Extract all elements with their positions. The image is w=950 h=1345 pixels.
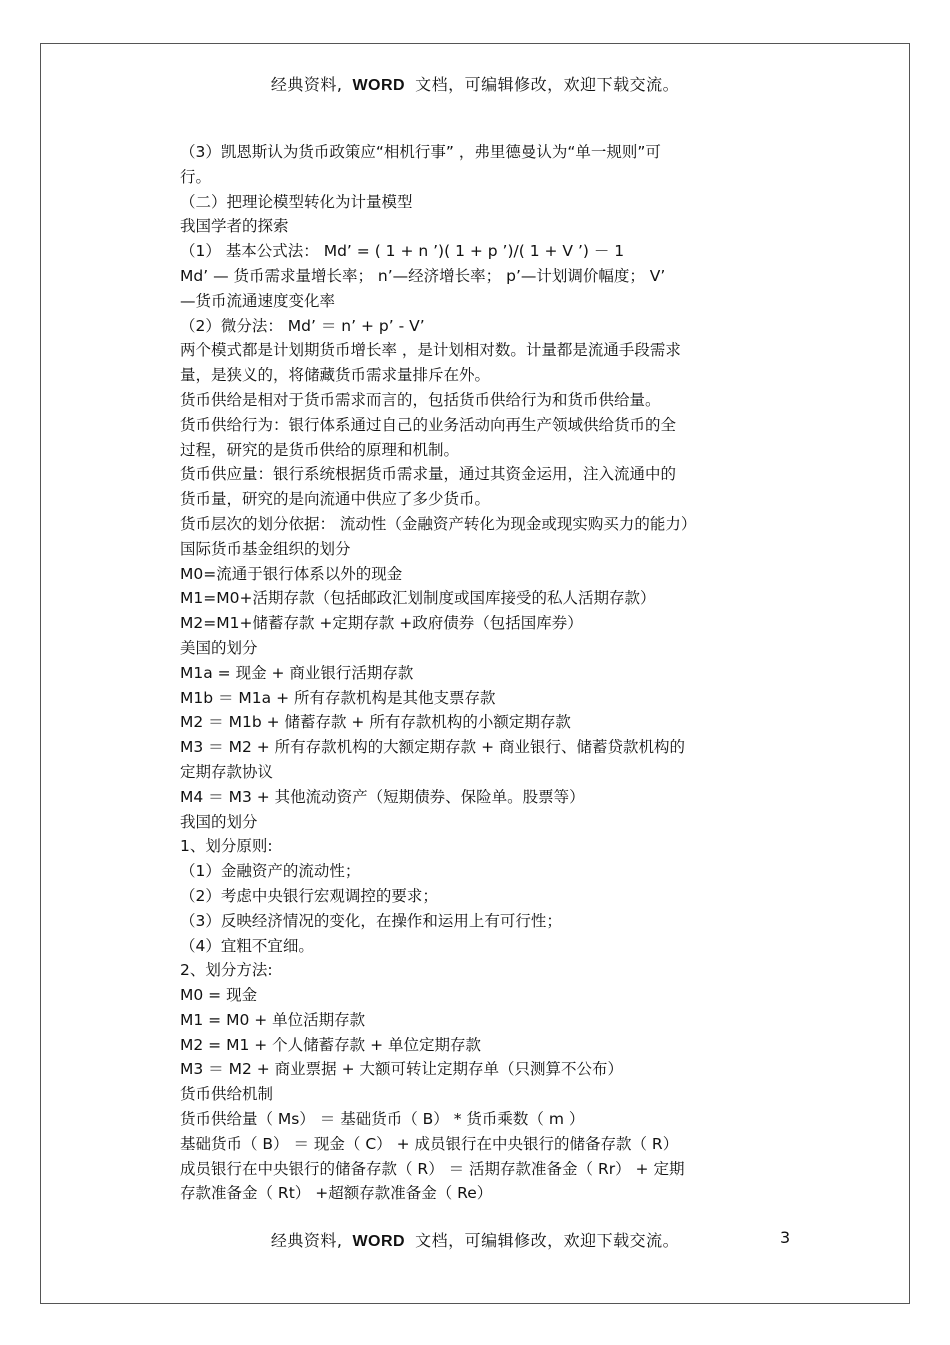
text-line: 两个模式都是计划期货币增长率 ，是计划相对数。计量都是流通手段需求 (180, 341, 681, 360)
text-line: 我国学者的探索 (180, 217, 289, 236)
text-line: 货币供给是相对于货币需求而言的，包括货币供给行为和货币供给量。 (180, 390, 661, 409)
text-line: M1=M0+活期存款（包括邮政汇划制度或国库接受的私人活期存款） (180, 589, 656, 608)
text-line: 过程，研究的是货币供给的原理和机制。 (180, 440, 460, 459)
text-line: 2、划分方法: (180, 961, 273, 980)
text-line: M2 ＝ M1b + 储蓄存款 + 所有存款机构的小额定期存款 (180, 713, 571, 732)
document-body (180, 140, 800, 1206)
text-line: （2）微分法： Md’ ＝ n’ + p’ - V’ (180, 316, 425, 335)
page-number: 3 (780, 1228, 791, 1247)
text-line: M3 ＝ M2 + 所有存款机构的大额定期存款 + 商业银行、储蓄贷款机构的 (180, 738, 686, 757)
text-line: （2）考虑中央银行宏观调控的要求； (180, 886, 438, 905)
text-line: M3 ＝ M2 + 商业票据 + 大额可转让定期存单（只测算不公布） (180, 1060, 624, 1079)
footer-suffix: 文档，可编辑修改，欢迎下载交流。 (415, 1231, 680, 1250)
text-line: 1、划分原则: (180, 837, 273, 856)
text-line: 基础货币（ B） ＝ 现金（ C） + 成员银行在中央银行的储备存款（ R） (180, 1134, 679, 1153)
text-line: 我国的划分 (180, 812, 258, 831)
text-line: （4）宜粗不宜细。 (180, 936, 314, 955)
text-line: M4 ＝ M3 + 其他流动资产（短期债券、保险单。股票等） (180, 787, 585, 806)
footer-prefix: 经典资料, (270, 1231, 343, 1250)
text-line: 货币层次的划分依据： 流动性（金融资产转化为现金或现实购买力的能力） (180, 514, 697, 533)
text-line: 成员银行在中央银行的储备存款（ R） ＝ 活期存款准备金（ Rr） + 定期 (180, 1159, 685, 1178)
text-line: 量，是狭义的，将储藏货币需求量排斥在外。 (180, 366, 491, 385)
text-line: （3）凯恩斯认为货币政策应“相机行事” ，弗里德曼认为“单一规则”可 (180, 143, 661, 161)
text-line: 货币供给行为：银行体系通过自己的业务活动向再生产领域供给货币的全 (180, 415, 677, 434)
text-line: 货币量，研究的是向流通中供应了多少货币。 (180, 490, 491, 509)
text-line: 货币供应量：银行系统根据货币需求量，通过其资金运用，注入流通中的 (180, 465, 677, 484)
text-line: M0=流通于银行体系以外的现金 (180, 564, 403, 583)
header-word: WORD (352, 77, 406, 94)
text-line: 行。 (180, 167, 212, 186)
text-line: M1b ＝ M1a + 所有存款机构是其他支票存款 (180, 688, 496, 707)
header-suffix: 文档，可编辑修改，欢迎下载交流。 (415, 75, 680, 94)
header-prefix: 经典资料, (270, 75, 343, 94)
text-line: Md’ — 货币需求量增长率； n’—经济增长率； p’—计划调价幅度； V’ (180, 266, 666, 285)
text-line: M0 = 现金 (180, 986, 258, 1005)
text-line: M2=M1+储蓄存款 +定期存款 +政府债券（包括国库券） (180, 614, 583, 633)
text-line: M1a = 现金 + 商业银行活期存款 (180, 663, 414, 682)
text-line: 定期存款协议 (180, 762, 274, 781)
text-line: （3）反映经济情况的变化，在操作和运用上有可行性； (180, 911, 562, 930)
text-line: M2 = M1 + 个人储蓄存款 + 单位定期存款 (180, 1035, 481, 1054)
text-line: （1）金融资产的流动性； (180, 862, 361, 881)
footer-word: WORD (352, 1233, 406, 1250)
text-line: （二）把理论模型转化为计量模型 (180, 192, 413, 211)
text-line: 货币供给机制 (180, 1085, 274, 1104)
page-header (40, 72, 910, 95)
text-line: （1） 基本公式法： Md’ = ( 1 + n ’)( 1 + p ’)/( 1 + V ’) － 1 (180, 242, 625, 261)
text-line: 国际货币基金组织的划分 (180, 539, 351, 558)
text-line: —货币流通速度变化率 (180, 291, 336, 310)
text-line: 存款准备金（ Rt） +超额存款准备金（ Re） (180, 1184, 493, 1203)
text-line: 美国的划分 (180, 638, 258, 657)
text-line: 货币供给量（ Ms） ＝ 基础货币（ B） * 货币乘数（ m ） (180, 1110, 585, 1129)
text-line: M1 = M0 + 单位活期存款 (180, 1010, 366, 1029)
